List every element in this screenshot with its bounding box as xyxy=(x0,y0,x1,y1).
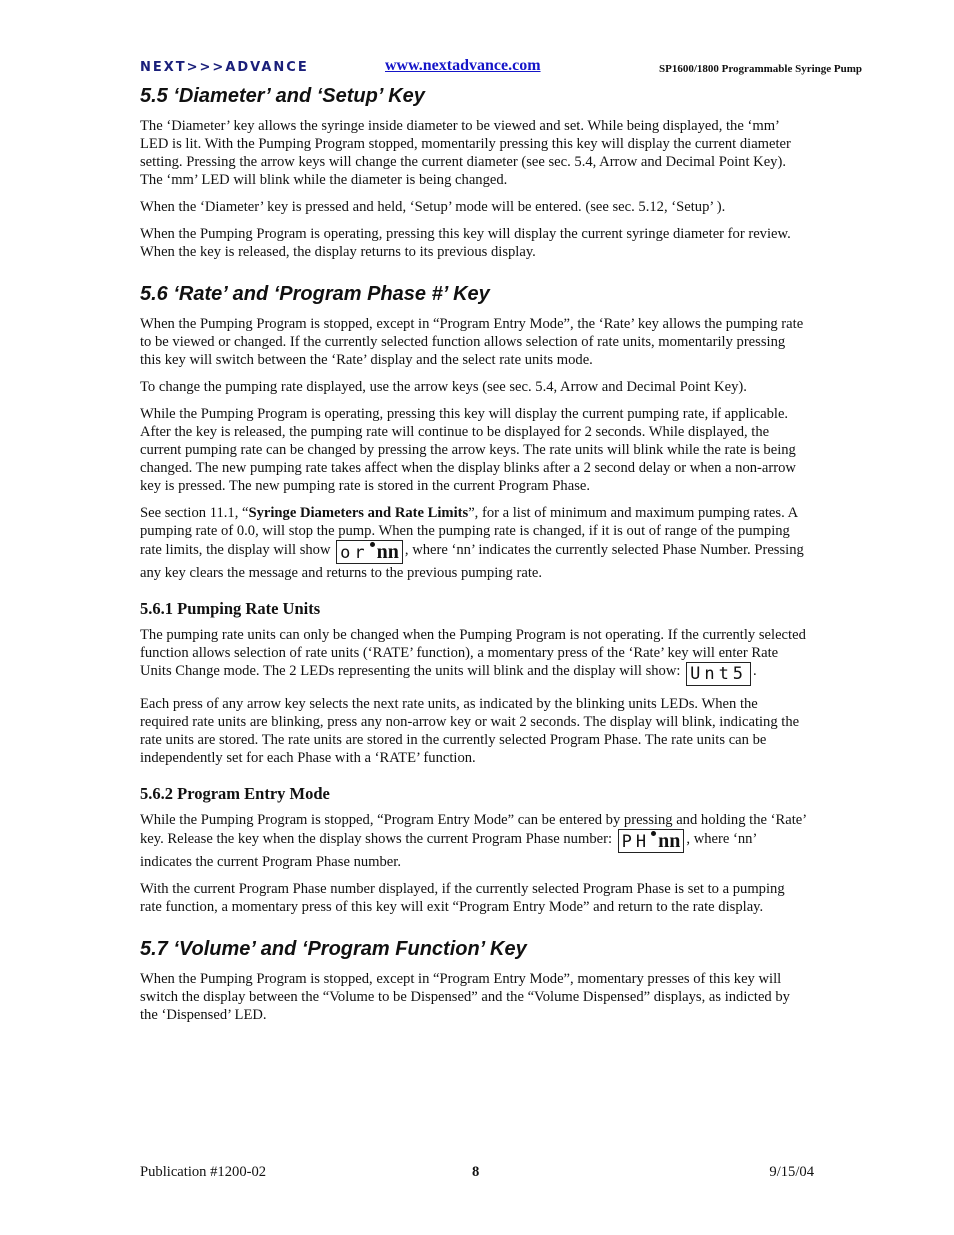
lcd-dot-icon xyxy=(651,831,656,836)
website-link[interactable]: www.nextadvance.com xyxy=(385,57,541,74)
lcd-phase-number: nn xyxy=(376,541,399,563)
section-5-6-1-paragraph-1 xyxy=(140,626,808,686)
product-name: SP1600/1800 Programmable Syringe Pump xyxy=(659,63,862,75)
section-5-6-2-paragraph-2: With the current Program Phase number displayed, if the currently selected Program Phase is set to a pumping rate function, a momentary press of this key will exit “Program Entry Mode” and return to the rate display. xyxy=(140,881,785,915)
text: , where ‘nn’ indicates the currently selected Phase Number. Pressing any key clears the message and returns to the previous pumping rate. xyxy=(140,542,804,581)
section-5-6-1-paragraph-2: Each press of any arrow key selects the next rate units, as indicated by the blinking units LEDs. When the required rate units are blinking, press any non-arrow key or wait 2 seconds. The display will blink, indicating the rate units are stored. The rate units are stored in the currently selected Program Phase. The rate units can be independently set for each Phase with a ‘RATE’ function. xyxy=(140,696,800,766)
page-number: 8 xyxy=(472,1164,480,1180)
lcd-out-of-range-display xyxy=(336,540,403,564)
text: See section 11.1, “ xyxy=(140,505,249,521)
section-5-6-paragraph-4 xyxy=(140,504,808,582)
text: , where ‘nn’ indicates the current Program Phase number. xyxy=(140,831,757,870)
section-5-6-paragraph-2: To change the pumping rate displayed, use the arrow keys (see sec. 5.4, Arrow and Decimal Point Key). xyxy=(140,379,747,395)
section-5-5-paragraph-3: When the Pumping Program is operating, pressing this key will display the current syringe diameter for review. When the key is released, the display returns to its previous display. xyxy=(140,226,791,260)
lcd-units-display xyxy=(686,662,751,686)
section-5-5-paragraph-2: When the ‘Diameter’ key is pressed and held, ‘Setup’ mode will be entered. (see sec. 5.12, ‘Setup’ ). xyxy=(140,199,726,215)
lcd-segment-text: or xyxy=(340,543,369,563)
publication-date: 9/15/04 xyxy=(769,1164,814,1180)
section-5-5-paragraph-1: The ‘Diameter’ key allows the syringe inside diameter to be viewed and set. While being displayed, the ‘mm’ LED is lit. With the Pumping Program stopped, momentarily pressing this key will display the current diameter setting. Pressing the arrow keys will change the current diameter (see sec. 5.4, Arrow and Decimal Point Key). The ‘mm’ LED will blink while the diameter is being changed. xyxy=(140,118,791,188)
lcd-segment-text: PH xyxy=(621,832,651,852)
section-5-6-2-paragraph-1 xyxy=(140,811,808,871)
lcd-segment-text: Unt5 xyxy=(690,664,748,684)
lcd-dot-icon xyxy=(370,542,375,547)
section-5-6-title: 5.6 ‘Rate’ and ‘Program Phase #’ Key xyxy=(140,283,490,305)
section-5-6-paragraph-3: While the Pumping Program is operating, pressing this key will display the current pumping rate, if applicable. After the key is released, the pumping rate will continue to be displayed for 2 seconds. While displayed, the current pumping rate can be changed by pressing the arrow keys. The rate units will blink while the rate is being changed. The new pumping rate takes affect when the display blinks after a 2 second delay or when a non-arrow key is pressed. The new pumping rate is stored in the current Program Phase. xyxy=(140,406,796,494)
page-body xyxy=(140,84,808,1033)
lcd-phase-display xyxy=(618,829,685,853)
section-5-5-title: 5.5 ‘Diameter’ and ‘Setup’ Key xyxy=(140,85,425,107)
company-logo: NEXT>>>ADVANCE xyxy=(140,60,309,75)
section-5-6-paragraph-1: When the Pumping Program is stopped, except in “Program Entry Mode”, the ‘Rate’ key allows the pumping rate to be viewed or changed. If the currently selected function allows selection of rate units, momentarily pressing this key will switch between the ‘Rate’ display and the select rate units mode. xyxy=(140,316,804,368)
text: . xyxy=(753,663,757,679)
section-5-7-title: 5.7 ‘Volume’ and ‘Program Function’ Key xyxy=(140,938,527,960)
section-5-6-1-title: 5.6.1 Pumping Rate Units xyxy=(140,599,321,618)
reference-title: Syringe Diameters and Rate Limits xyxy=(248,505,469,521)
section-5-7-paragraph-1: When the Pumping Program is stopped, except in “Program Entry Mode”, momentary presses of this key will switch the display between the “Volume to be Dispensed” and the “Volume Dispensed” displays, as indicted by the ‘Dispensed’ LED. xyxy=(140,971,790,1023)
page-header xyxy=(140,57,862,79)
publication-number: Publication #1200-02 xyxy=(140,1164,267,1180)
text: The pumping rate units can only be changed when the Pumping Program is not operating. If the currently selected function allows selection of rate units (‘RATE’ function), a momentary press of the ‘Rate’ key will enter Rate Units Change mode. The 2 LEDs representing the units will blink and the display will show: xyxy=(140,627,806,679)
lcd-phase-number: nn xyxy=(658,830,681,852)
section-5-6-2-title: 5.6.2 Program Entry Mode xyxy=(140,784,330,803)
text: ”, for a list of minimum and maximum pumping rates. A pumping rate of 0.0, will stop the pump. When the pumping rate is changed, if it is out of range of the pumping rate limits, the display will show xyxy=(140,505,798,558)
text: While the Pumping Program is stopped, “Program Entry Mode” can be entered by pressing and holding the ‘Rate’ key. Release the key when the display shows the current Program Phase number: xyxy=(140,812,807,847)
